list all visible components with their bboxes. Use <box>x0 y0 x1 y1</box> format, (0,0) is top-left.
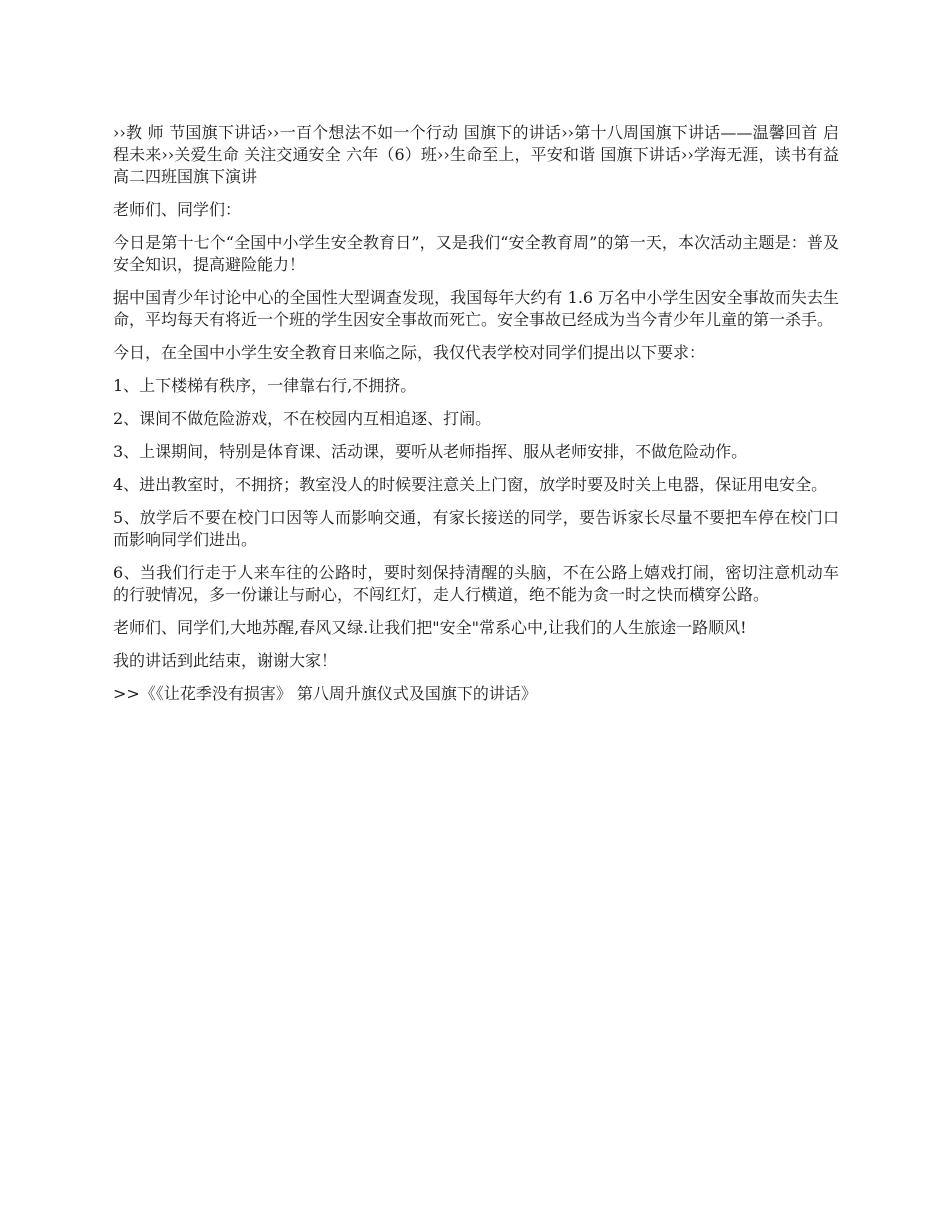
link-prefix: ›› <box>561 123 574 142</box>
link-prefix: ›› <box>681 145 694 164</box>
lead-paragraph: 今日，在全国中小学生安全教育日来临之际，我仅代表学校对同学们提出以下要求： <box>113 343 706 362</box>
link-prefix: ›› <box>266 123 280 142</box>
link-prefix: ›› <box>161 145 175 164</box>
closing-paragraph: 老师们、同学们,大地苏醒,春风又绿.让我们把"安全"常系心中,让我们的人生旅途一路顺风! <box>113 618 747 637</box>
related-link[interactable]: 一百个想法不如一个行动 国旗下的讲话 <box>279 123 562 142</box>
next-article-link[interactable]: 《《让花季没有损害》 第八周升旗仪式及国旗下的讲话》 <box>139 684 537 703</box>
greeting-paragraph: 老师们、同学们： <box>113 200 242 219</box>
link-prefix: ›› <box>113 123 126 142</box>
related-link[interactable]: 生命至上，平安和谐 国旗下讲话 <box>449 145 681 164</box>
footer-link-prefix: >> <box>113 684 140 703</box>
requirement-item: 2、课间不做危险游戏，不在校园内互相追逐、打闹。 <box>113 409 492 428</box>
link-prefix: ›› <box>437 145 450 164</box>
end-paragraph: 我的讲话到此结束，谢谢大家！ <box>113 651 338 670</box>
related-link[interactable]: 第十八周国旗下讲话——温馨回首 启程未来 <box>113 123 839 164</box>
survey-paragraph: 据中国青少年讨论中心的全国性大型调查发现，我国每年大约有 1.6 万名中小学生因安全事故而失去生命，平均每天有将近一个班的学生因安全事故而死亡。安全事故已经成为当今青少年儿童的第一杀手。 <box>113 288 839 329</box>
footer-link-line <box>113 683 839 705</box>
requirement-item: 5、放学后不要在校门口因等人而影响交通，有家长接送的同学，要告诉家长尽量不要把车停在校门口而影响同学们进出。 <box>113 508 839 549</box>
intro-paragraph: 今日是第十七个“全国中小学生安全教育日”，又是我们“安全教育周”的第一天，本次活动主题是：普及安全知识，提高避险能力！ <box>113 233 839 274</box>
article-body <box>113 122 839 716</box>
requirement-item: 6、当我们行走于人来车往的公路时，要时刻保持清醒的头脑，不在公路上嬉戏打闹，密切注意机动车的行驶情况，多一份谦让与耐心，不闯红灯，走人行横道，绝不能为贪一时之快而横穿公路。 <box>113 563 839 604</box>
requirement-item: 3、上课期间，特别是体育课、活动课，要听从老师指挥、服从老师安排，不做危险动作。 <box>113 442 748 461</box>
related-link[interactable]: 关爱生命 关注交通安全 六年（6）班 <box>174 145 438 164</box>
related-links <box>113 122 839 188</box>
related-link[interactable]: 教 师 节国旗下讲话 <box>125 123 267 142</box>
requirement-item: 1、上下楼梯有秩序，一律靠右行,不拥挤。 <box>113 376 417 395</box>
requirement-item: 4、进出教室时，不拥挤；教室没人的时候要注意关上门窗，放学时要及时关上电器，保证用电安全。 <box>113 475 828 494</box>
related-link[interactable]: 学海无涯，读书有益 高二四班国旗下演讲 <box>113 145 839 186</box>
